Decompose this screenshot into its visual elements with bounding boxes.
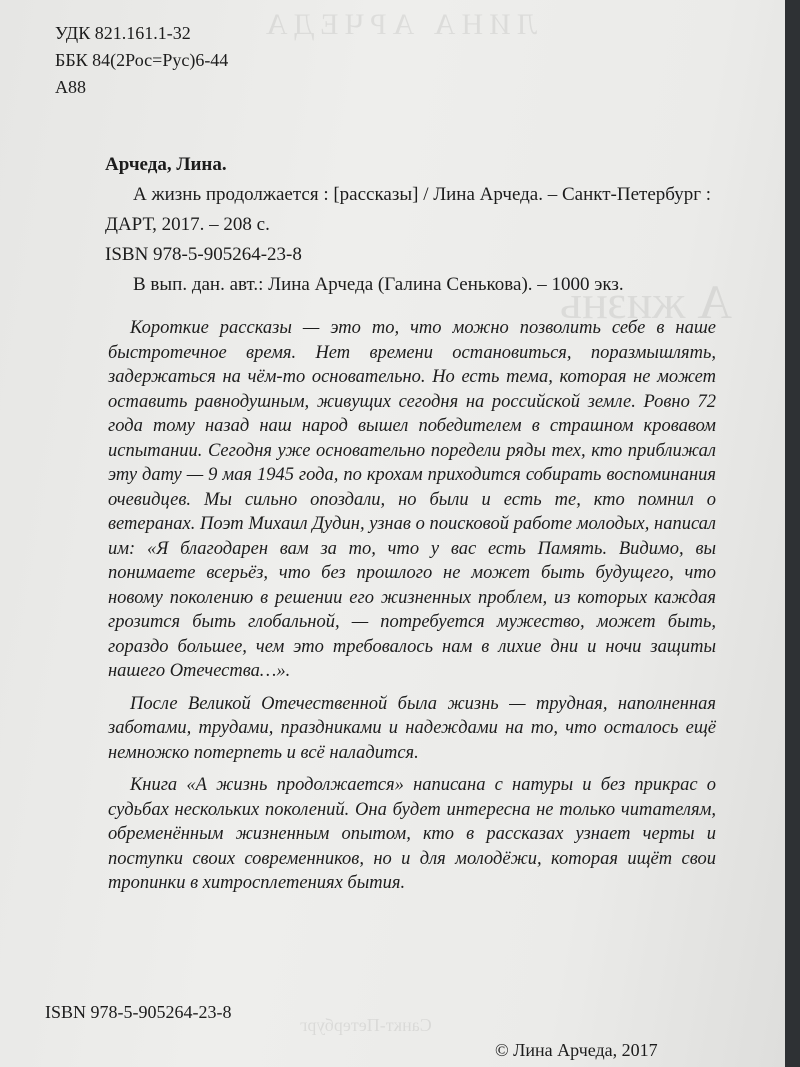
annotation-text — [108, 316, 716, 904]
annotation-paragraph-1: Короткие рассказы — это то, что можно позволить себе в наше быстротечное время. Нет времени остановиться, поразмышлять, задержаться на чём-то основательно. Но есть тема, которая не может оставить равнодушным, живущих сегодня на российской земле. Ровно 72 года тому назад наш народ вышел победителем в страшном кровавом испытании. Сегодня уже основательно поредели ряды тех, кто приближал эту дату — 9 мая 1945 года, по крохам приходится собирать воспоминания очевидцев. Мы сильно опоздали, но были и есть те, кто помнил о ветеранах. Поэт Михаил Дудин, узнав о поисковой работе молодых, написал им: «Я благодарен вам за то, что у вас есть Память. Видимо, вы понимаете всерьёз, что без прошлого не может быть будущего, что новому поколению в решении его жизненных проблем, из которых каждая грозится быть глобальной, — потребуется мужество, может быть, гораздо большее, чем это требовалось нам в лихие дни и ночи защиты нашего Отечества…». — [108, 318, 716, 681]
bbk-code: ББК 84(2Рос=Рус)6-44 — [55, 50, 229, 70]
bibliographic-record — [105, 150, 765, 300]
record-note-line: В вып. дан. авт.: Лина Арчеда (Галина Сенькова). – 1000 экз. — [133, 274, 624, 295]
record-publisher-line: ДАРТ, 2017. – 208 с. — [105, 214, 270, 235]
classification-codes — [55, 20, 228, 101]
bleed-through-bottom: Санкт-Петербург — [300, 1015, 432, 1035]
bleed-through-middle: А жизнь — [560, 276, 733, 329]
record-title-line: А жизнь продолжается : [рассказы] / Лина Арчеда. – Санкт-Петербург : — [133, 184, 712, 205]
footer-copyright: © Лина Арчеда, 2017 — [495, 1040, 658, 1060]
bleed-through-top: ЛИНА АРЧЕДА — [260, 8, 538, 41]
record-author: Арчеда, Лина. — [105, 154, 227, 175]
udk-code: УДК 821.161.1-32 — [55, 23, 191, 43]
author-mark: А88 — [55, 77, 86, 97]
footer-isbn: ISBN 978-5-905264-23-8 — [45, 1002, 232, 1022]
annotation-paragraph-2: После Великой Отечественной была жизнь — трудная, наполненная заботами, трудами, праздниками и надеждами на то, что осталось ещё немножко потерпеть и всё наладится. — [108, 693, 716, 763]
record-isbn-line: ISBN 978-5-905264-23-8 — [105, 244, 302, 265]
annotation-paragraph-3: Книга «А жизнь продолжается» написана с натуры и без прикрас о судьбах нескольких поколений. Она будет интересна не только читателям, обременённым жизненным опытом, кто в рассказах узнает черты и поступки своих современников, но и для молодёжи, которая ищёт свои тропинки в хитросплетениях бытия. — [108, 775, 716, 893]
